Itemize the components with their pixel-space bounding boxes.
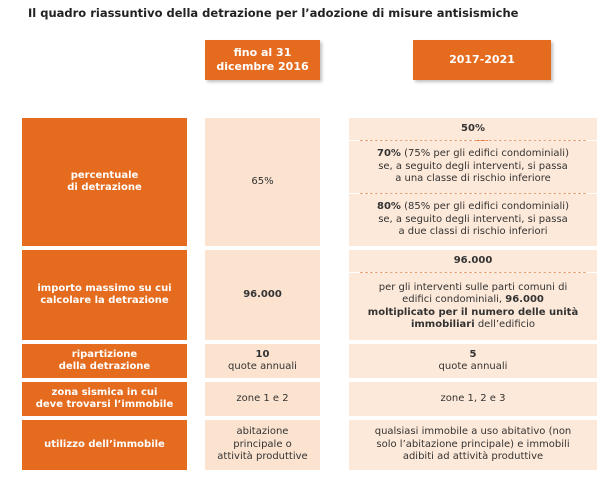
cell-ripartizione-2016 — [205, 344, 320, 378]
cell-value: abitazione — [236, 426, 289, 438]
label-line: percentuale — [70, 169, 139, 181]
cell-value: qualsiasi immobile a uso abitativo (non — [374, 426, 572, 438]
row-label-ripartizione — [22, 344, 187, 378]
header-box-2017 — [413, 40, 551, 80]
row-label-utilizzo — [22, 420, 187, 470]
text-line: se, a seguito degli interventi, si passa — [378, 160, 568, 172]
cell-value: 50% — [461, 122, 485, 134]
bold-value: 80% — [377, 201, 401, 213]
cell-percentuale-2017-two-classes — [349, 194, 597, 246]
cell-value: principale o — [233, 438, 292, 450]
row-label-percentuale — [22, 118, 187, 246]
label-line: ripartizione — [71, 348, 138, 360]
cell-percentuale-2017-base — [349, 118, 597, 140]
text-fragment: (75% per gli edifici condominiali) — [400, 148, 569, 160]
row-label-importo — [22, 250, 187, 340]
text-line — [359, 294, 587, 307]
text-line: moltiplicato per il numero delle unità — [367, 306, 579, 318]
cell-value: adibiti ad attività produttive — [402, 451, 544, 463]
cell-value: attività produttive — [217, 451, 308, 463]
cell-importo-2017-base — [349, 250, 597, 272]
bold-value: 70% — [377, 148, 401, 160]
cell-utilizzo-2017 — [349, 420, 597, 470]
text-line: per gli interventi sulle parti comuni di — [378, 281, 568, 293]
cell-utilizzo-2016 — [205, 420, 320, 470]
page-title: Il quadro riassuntivo della detrazione per l’adozione di misure antisismiche — [28, 6, 519, 20]
cell-zona-2016 — [205, 382, 320, 416]
text-line — [359, 201, 587, 214]
cell-percentuale-2016 — [205, 118, 320, 246]
header-until-2016 — [205, 40, 320, 80]
header-2016-line1: fino al 31 — [233, 46, 292, 59]
cell-value: quote annuali — [228, 361, 297, 372]
cell-percentuale-2017-one-class — [349, 141, 597, 193]
text-fragment: dell’edificio — [474, 319, 536, 330]
cell-value: 65% — [251, 175, 274, 187]
header-2017-2021 — [413, 40, 551, 80]
label-line: importo massimo su cui — [37, 282, 172, 294]
bold-value: immobiliari — [410, 319, 475, 330]
label-line: calcolare la detrazione — [40, 295, 169, 306]
header-2016-line2: dicembre 2016 — [216, 60, 309, 73]
text-line — [359, 148, 587, 161]
label-line: utilizzo dell’immobile — [44, 438, 165, 450]
text-line: a due classi di rischio inferiori — [398, 226, 548, 238]
cell-value: 96.000 — [243, 288, 282, 300]
text-fragment: (85% per gli edifici condominiali) — [400, 201, 569, 213]
cell-importo-2017-condominiali — [349, 273, 597, 340]
text-fragment: edifici condominiali, — [402, 294, 506, 305]
cell-importo-2016 — [205, 250, 320, 340]
cell-ripartizione-2017 — [349, 344, 597, 378]
cell-value: zone 1, 2 e 3 — [440, 392, 506, 404]
row-label-zona — [22, 382, 187, 416]
label-line: della detrazione — [58, 361, 151, 372]
cell-value: 96.000 — [453, 254, 493, 266]
cell-value: zone 1 e 2 — [236, 392, 289, 404]
label-line: zona sismica in cui — [51, 386, 158, 398]
cell-value: solo l’abitazione principale) e immobili — [376, 438, 570, 450]
header-box-2016 — [205, 40, 320, 80]
text-line: se, a seguito degli interventi, si passa — [378, 213, 568, 225]
text-line: a una classe di rischio inferiore — [395, 173, 551, 185]
text-line — [359, 319, 587, 332]
label-line: deve trovarsi l’immobile — [35, 399, 174, 410]
header-2017-label: 2017-2021 — [449, 53, 515, 66]
cell-value: 10 — [255, 348, 270, 360]
cell-zona-2017 — [349, 382, 597, 416]
label-line: di detrazione — [67, 182, 142, 193]
bold-value: 96.000 — [505, 294, 544, 305]
cell-value: quote annuali — [438, 361, 508, 372]
cell-value: 5 — [469, 348, 477, 360]
